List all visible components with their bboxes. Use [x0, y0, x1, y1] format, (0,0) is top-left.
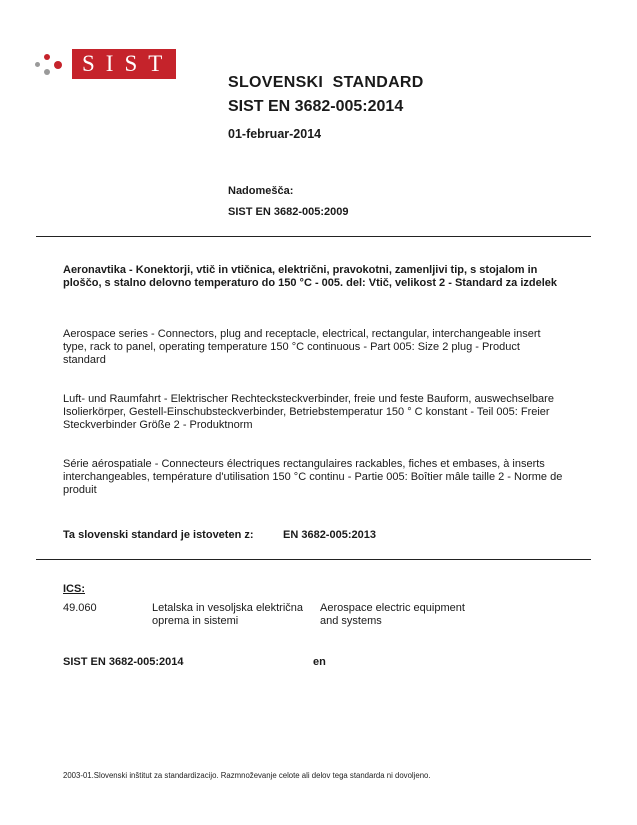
title-slovenian: Aeronavtika - Konektorji, vtič in vtičnica, električni, pravokotni, zamenljivi tip, s stojalom in ploščo, s stalno delovno temperaturo do 150 °C - 005. del: Vtič, velikost 2 - Standard za izdelek: [63, 264, 558, 289]
standard-label: SLOVENSKI STANDARD: [228, 74, 424, 91]
logo-text: SIST: [82, 51, 174, 76]
title-french: Série aérospatiale - Connecteurs électriques rectangulaires rackables, fiches et embases, à inserts interchangeables, température d'utilisation 150 °C continu - Partie 005: Boîtier mâle taille 2 - Norme de produit: [63, 458, 563, 496]
ics-description-en: Aerospace electric equipment and systems: [320, 602, 465, 627]
title-german: Luft- und Raumfahrt - Elektrischer Rechtecksteckverbinder, freie und feste Bauform, auswechselbare Isolierkörper, Gestell-Einschubsteckverbinder, Betriebstemperatur 150 ° C konstant - Teil 005: Freier Steckverbinder Größe 2 - Produktnorm: [63, 393, 554, 431]
copyright-footer: 2003-01.Slovenski inštitut za standardizacijo. Razmnoževanje celote ali delov tega standarda ni dovoljeno.: [63, 771, 431, 780]
standard-id: SIST EN 3682-005:2014: [228, 98, 404, 115]
ics-label: ICS:: [63, 583, 85, 595]
divider-bottom: [36, 559, 591, 560]
logo-dots-icon: [34, 49, 64, 79]
title-english: Aerospace series - Connectors, plug and receptacle, electrical, rectangular, interchangeable insert type, rack to panel, operating temperature 150 °C continuous - Part 005: Size 2 plug - Product standard: [63, 328, 541, 366]
replaces-label: Nadomešča:: [228, 185, 294, 197]
replaces-id: SIST EN 3682-005:2009: [228, 206, 349, 218]
language-code: en: [313, 656, 326, 668]
bottom-standard-id: SIST EN 3682-005:2014: [63, 656, 184, 668]
publication-date: 01-februar-2014: [228, 127, 322, 141]
ics-code: 49.060: [63, 602, 97, 614]
divider-top: [36, 236, 591, 237]
ics-description-sl: Letalska in vesoljska električna oprema in sistemi: [152, 602, 304, 627]
identical-value: EN 3682-005:2013: [283, 529, 376, 541]
identical-label: Ta slovenski standard je istoveten z:: [63, 529, 254, 541]
